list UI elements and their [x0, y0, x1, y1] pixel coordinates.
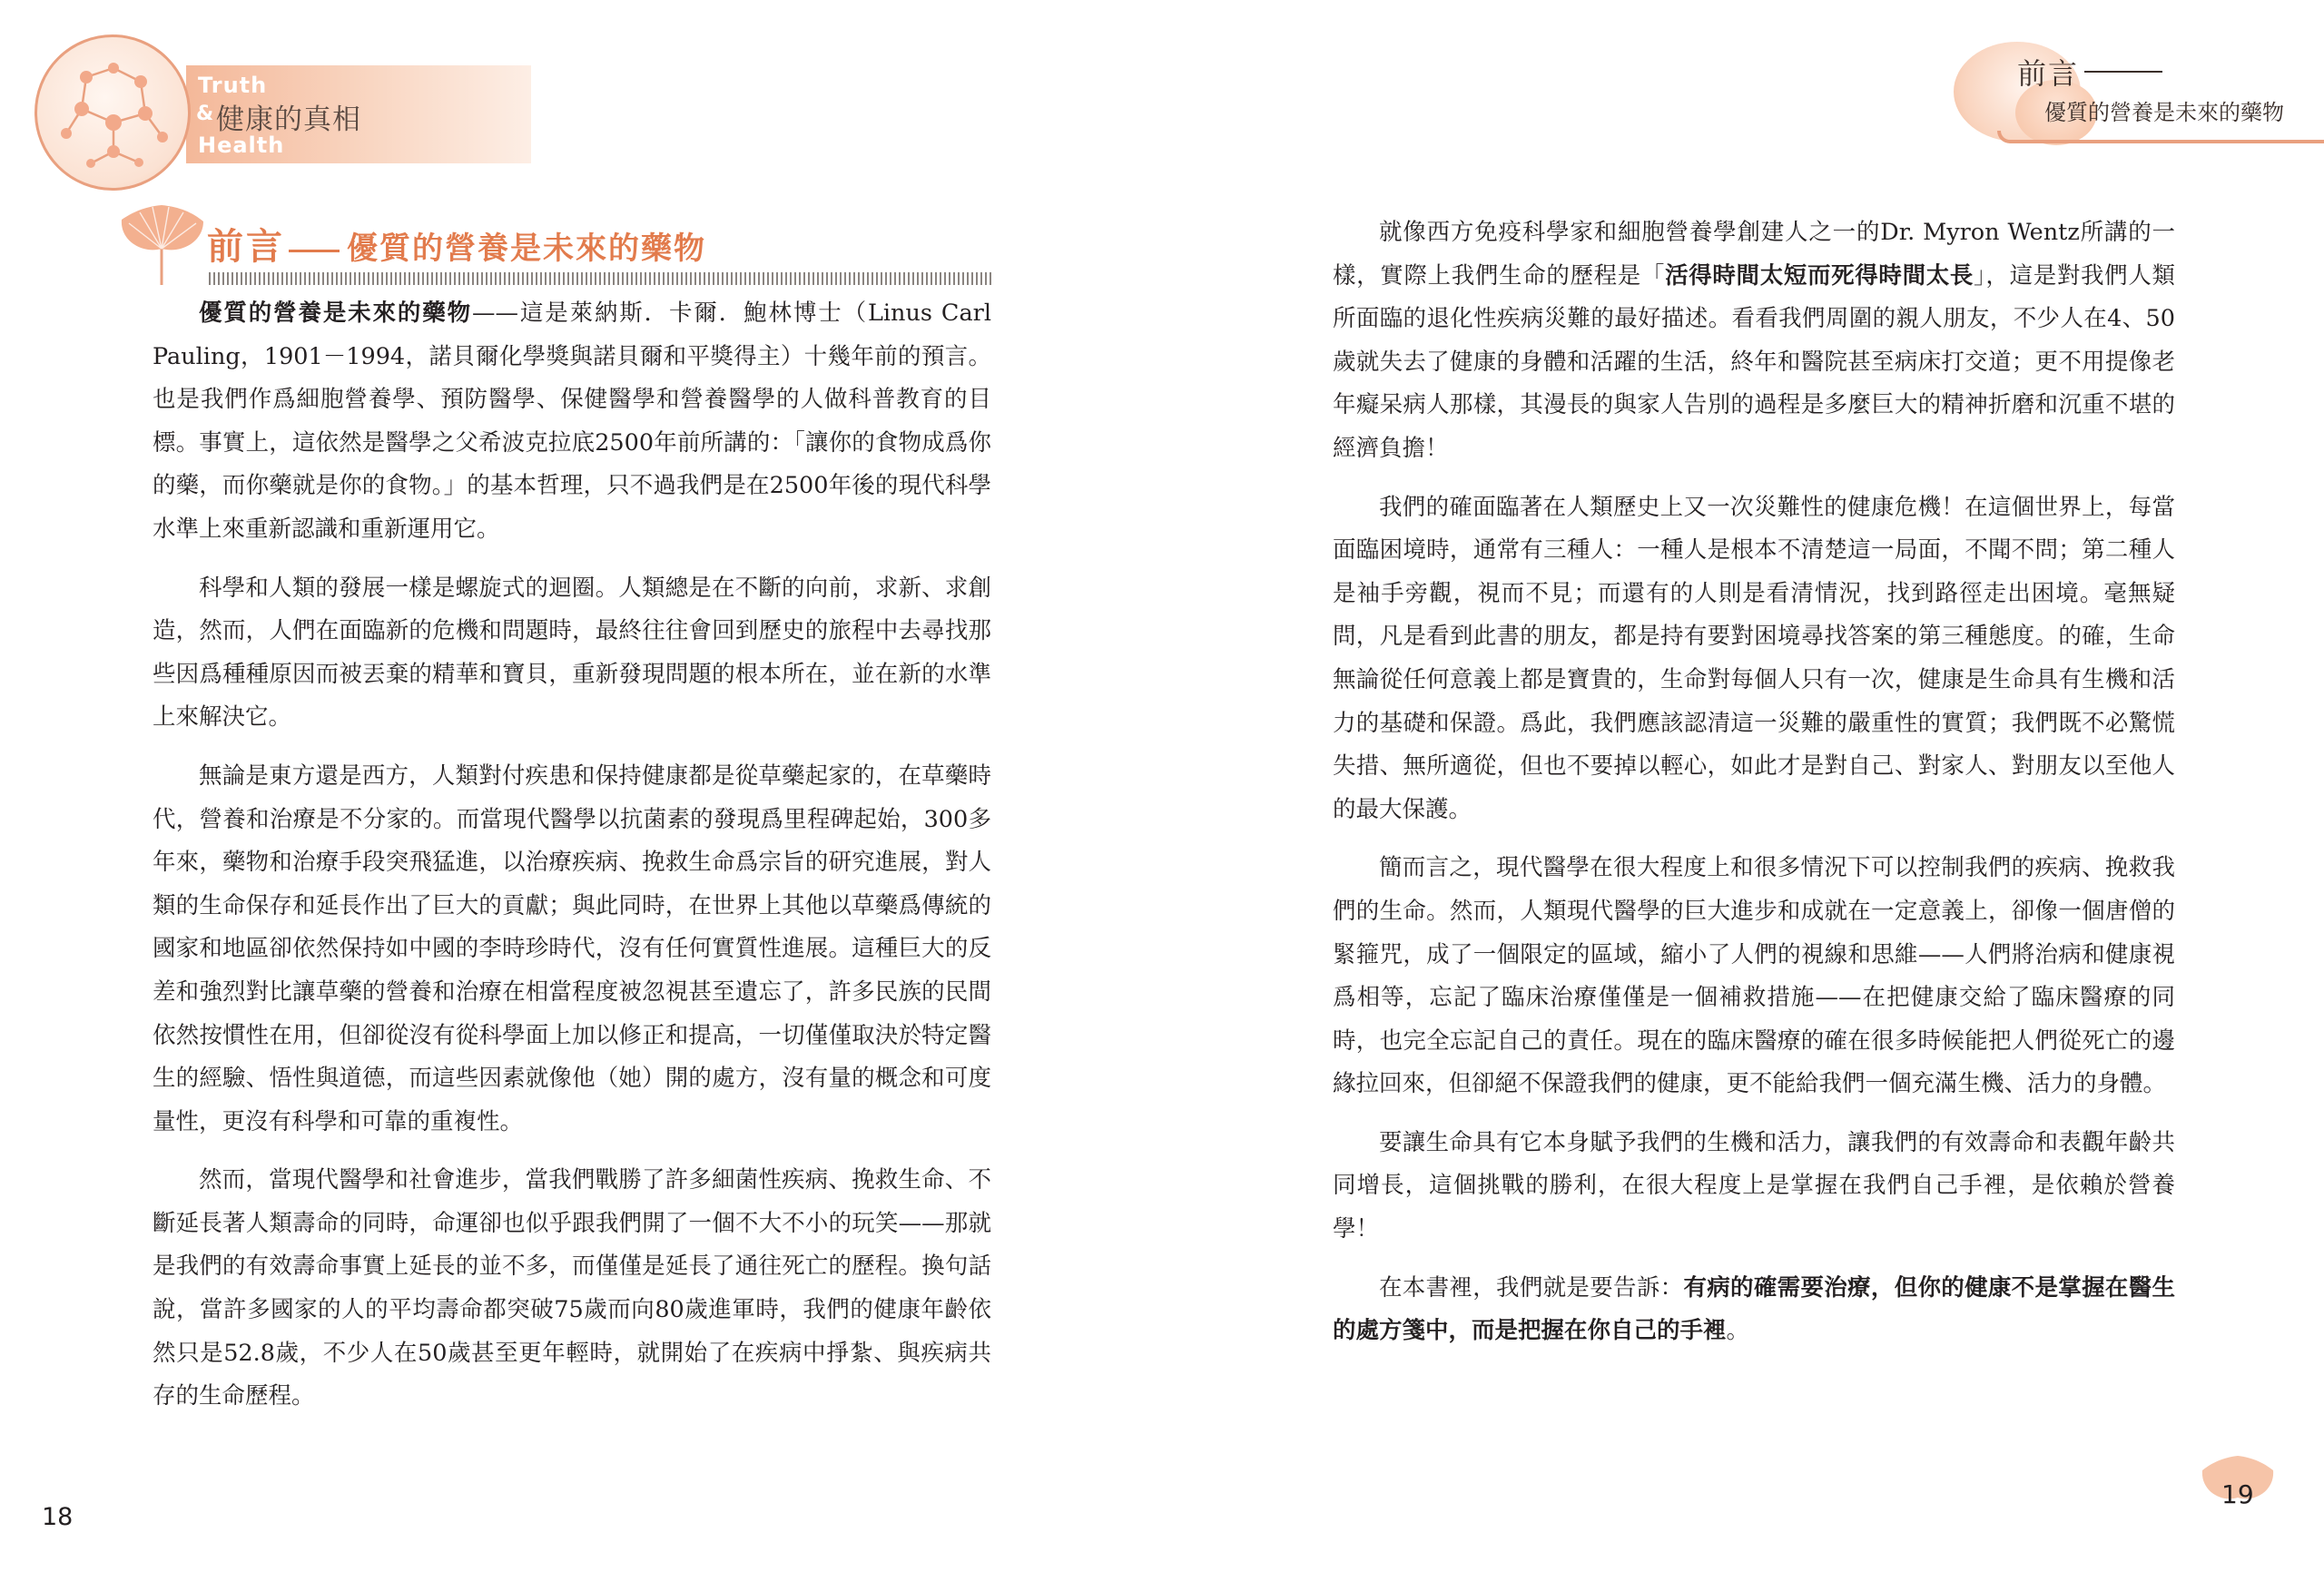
- body-paragraph: [153, 755, 991, 1144]
- paragraph-text: 無論是東方還是西方，人類對付疾患和保持健康都是從草藥起家的，在草藥時代，營養和治療是不分家的。而當現代醫學以抗菌素的發現爲里程碑起始，300多年來，藥物和治療手段突飛猛進，以治療疾病、挽救生命爲宗旨的研究進展，對人類的生命保存和延長作出了巨大的貢獻；與此同時，在世界上其他以草藥爲傳統的國家和地區卻依然保持如中國的李時珍時代，沒有任何實質性進展。這種巨大的反差和強烈對比讓草藥的營養和治療在相當程度被忽視甚至遺忘了，許多民族的民間依然按慣性在用，但卻從沒有從科學面上加以修正和提高，一切僅僅取決於特定醫生的經驗、悟性與道德，而這些因素就像他（她）開的處方，沒有量的概念和可度量性，更沒有科學和可靠的重複性。: [153, 761, 991, 1135]
- logo-book-title: 健康的真相: [216, 103, 361, 136]
- body-paragraph: [153, 292, 991, 552]
- ginkgo-leaf-icon: [116, 201, 207, 292]
- section-subtitle: 優質的營養是未來的藥物: [347, 231, 706, 267]
- page-number-right: 19: [2221, 1479, 2254, 1509]
- paragraph-text: 。: [1726, 1317, 1750, 1345]
- body-paragraph: [153, 1159, 991, 1419]
- running-head-subtitle: 優質的營養是未來的藥物: [2044, 100, 2284, 125]
- body-paragraph: [1333, 1122, 2175, 1252]
- paragraph-text: 科學和人類的發展一樣是螺旋式的迴圈。人類總是在不斷的向前，求新、求創造，然而，人們在面臨新的危機和問題時，最終往往會回到歷史的旅程中去尋找那些因爲種種原因而被丟棄的精華和寶貝，重新發現問題的根本所在，並在新的水準上來解決它。: [153, 574, 991, 732]
- paragraph-text: 然而，當現代醫學和社會進步，當我們戰勝了許多細菌性疾病、挽救生命、不斷延長著人類壽命的同時，命運卻也似乎跟我們開了一個不大不小的玩笑——那就是我們的有效壽命事實上延長的並不多，而僅僅是延長了通往死亡的歷程。換句話說，當許多國家的人的平均壽命都突破75歲而向80歲進軍時，我們的健康年齡依然只是52.8歲，不少人在50歲甚至更年輕時，就開始了在疾病中掙紮、與疾病共存的生命歷程。: [153, 1166, 991, 1410]
- section-title-dash: [289, 250, 340, 252]
- body-paragraph: [1333, 847, 2175, 1106]
- paragraph-text: 」，這是對我們人類所面臨的退化性疾病災難的最好描述。看看我們周圍的親人朋友，不少人在4、50歲就失去了健康的身體和活躍的生活，終年和醫院甚至病床打交道；更不用提像老年癡呆病人那樣，其漫長的與家人告別的過程是多麼巨大的精神折磨和沉重不堪的經濟負擔！: [1333, 261, 2175, 462]
- page-number-left: 18: [42, 1503, 74, 1531]
- paragraph-text: 要讓生命具有它本身賦予我們的生機和活力，讓我們的有效壽命和表觀年齡共同增長，這個挑戰的勝利，在很大程度上是掌握在我們自己手裡，是依賴於營養學！: [1333, 1128, 2175, 1243]
- bold-text: 有病的確需要治療，但你的健康不是掌握在醫生的處方箋中，而是把握在你自己的手裡: [1333, 1273, 2175, 1345]
- logo-word-health: Health: [198, 133, 285, 158]
- logo-ampersand: &: [196, 103, 214, 125]
- bold-text: 活得時間太短而死得時間太長: [1665, 261, 1974, 290]
- molecule-logo-icon: [34, 34, 191, 191]
- body-paragraph: [1333, 1267, 2175, 1353]
- right-page-body: [1333, 211, 2175, 1369]
- section-heading: [207, 218, 706, 270]
- paragraph-text: 就像西方免疫科學家和細胞營養學創建人之一的Dr. Myron Wentz所講的一樣，實際上我們生命的歷程是「: [1333, 219, 2175, 290]
- running-head-dash: [2084, 71, 2162, 73]
- paragraph-text: 簡而言之，現代醫學在很大程度上和很多情況下可以控制我們的疾病、挽救我們的生命。然而，人類現代醫學的巨大進步和成就在一定意義上，卻像一個唐僧的緊箍咒，成了一個限定的區域，縮小了人們的視線和思維——人們將治病和健康視爲相等，忘記了臨床治療僅僅是一個補救措施——在把健康交給了臨床醫療的同時，也完全忘記自己的責任。現在的臨床醫療的確在很多時候能把人們從死亡的邊緣拉回來，但卻絕不保證我們的健康，更不能給我們一個充滿生機、活力的身體。: [1333, 854, 2175, 1098]
- paragraph-text: ——這是萊納斯．卡爾．鮑林博士（Linus Carl Pauling，1901－1994，諾貝爾化學獎與諾貝爾和平獎得主）十幾年前的預言。也是我們作爲細胞營養學、預防醫學、保健醫學和營養醫學的人做科普教育的目標。事實上，這依然是醫學之父希波克拉底2500年前所講的：「讓你的食物成爲你的藥，而你藥就是你的食物。」的基本哲理，只不過我們是在2500年後的現代科學水準上來重新認識和重新運用它。: [153, 300, 991, 543]
- paragraph-text: 在本書裡，我們就是要告訴：: [1379, 1273, 1684, 1302]
- section-title: 前言: [207, 226, 285, 268]
- left-page-body: [153, 292, 991, 1434]
- body-paragraph: [1333, 486, 2175, 832]
- heading-rule: [209, 272, 991, 285]
- bold-text: 優質的營養是未來的藥物: [199, 300, 472, 327]
- body-paragraph: [1333, 211, 2175, 471]
- paragraph-text: 我們的確面臨著在人類歷史上又一次災難性的健康危機！在這個世界上，每當面臨困境時，通常有三種人：一種人是根本不清楚這一局面，不聞不問；第二種人是袖手旁觀，視而不見；而還有的人則是看清情況，找到路徑走出困境。毫無疑問，凡是看到此書的朋友，都是持有要對困境尋找答案的第三種態度。的確，生命無論從任何意義上都是寶貴的，生命對每個人只有一次，健康是生命具有生機和活力的基礎和保證。爲此，我們應該認清這一災難的嚴重性的實質；我們既不必驚慌失措、無所適從，但也不要掉以輕心，如此才是對自己、對家人、對朋友以至他人的最大保護。: [1333, 493, 2175, 823]
- right-header-underline: [1997, 131, 2324, 143]
- running-head-title: 前言: [2017, 56, 2080, 91]
- logo-word-truth: Truth: [198, 73, 268, 98]
- body-paragraph: [153, 567, 991, 740]
